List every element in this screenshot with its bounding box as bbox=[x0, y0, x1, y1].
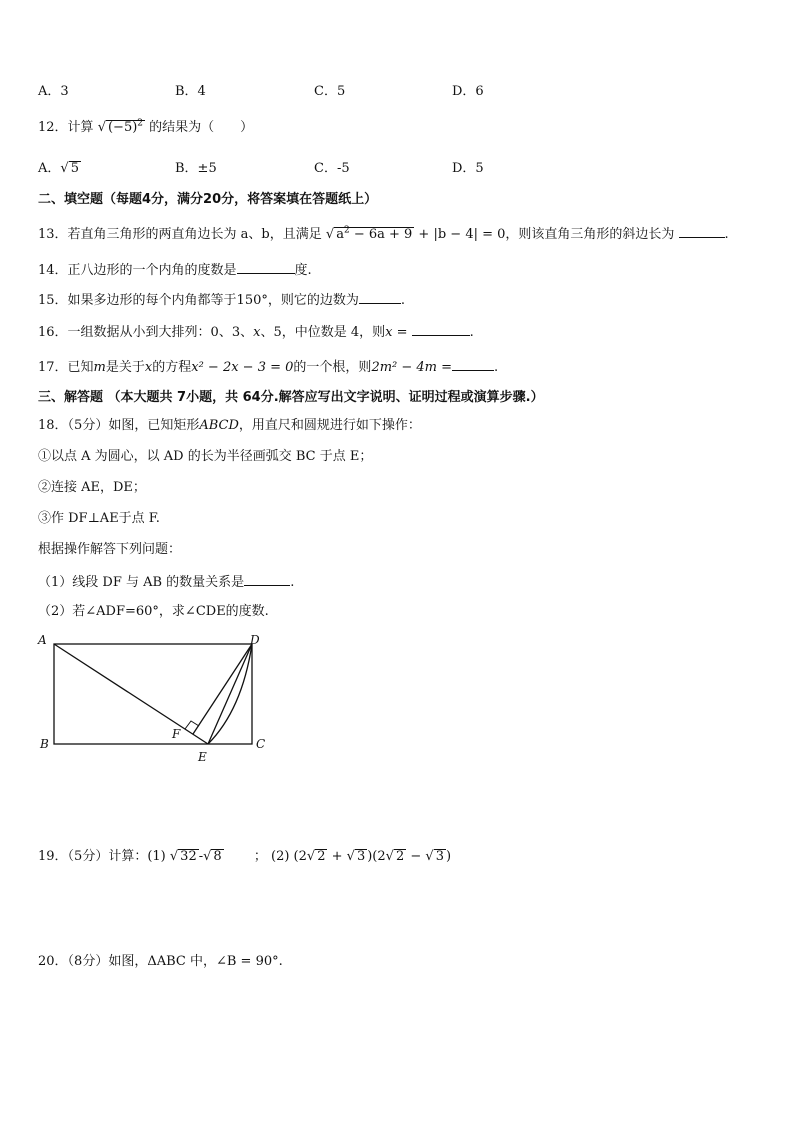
q18-instruction: 根据操作解答下列问题： bbox=[38, 542, 182, 557]
q18-step-3: ③作 DF⊥AE于点 F. bbox=[38, 511, 160, 526]
q11-option-a: A．3 bbox=[38, 84, 69, 99]
answer-blank[interactable] bbox=[359, 291, 401, 304]
answer-blank[interactable] bbox=[452, 358, 494, 371]
label-a: A bbox=[38, 633, 47, 647]
q12-radicand: $(-5)^2$ bbox=[107, 118, 144, 135]
q11-option-d: D．6 bbox=[452, 84, 484, 99]
question-12 bbox=[38, 120, 253, 136]
answer-blank[interactable] bbox=[244, 573, 290, 586]
question-13: 13．若直角三角形的两直角边长为 a、b，且满足 √ $a^2 - 6a + 9 + |b - 4| = 0$，则该直角三角形的斜边长为 . bbox=[38, 225, 729, 242]
q12-option-a: A．√ 5 bbox=[38, 161, 79, 176]
section-2-heading: 二、填空题（每题4分，满分20分，将答案填在答题纸上） bbox=[38, 192, 378, 207]
q12-option-d: D．5 bbox=[452, 161, 484, 176]
question-17: 17．已知m是关于x的方程x² − 2x − 3 = 0的一个根，则2m² − 4m = . bbox=[38, 360, 499, 375]
rectangle-abcd bbox=[54, 644, 252, 744]
question-16: 16．一组数据从小到大排列：0、3、x、5，中位数是 4，则x = . bbox=[38, 325, 474, 340]
segment-df bbox=[193, 644, 252, 734]
segment-ae bbox=[54, 644, 208, 744]
question-19: 19．（5分）计算：(1) √ 32 -√ 8 ； (2) (2√ 2 + √ 3 )(2√ 2 − √ 3 ) bbox=[38, 849, 452, 864]
label-c: C bbox=[256, 737, 266, 751]
label-d: D bbox=[250, 633, 260, 647]
q12-option-b: B．±5 bbox=[175, 161, 217, 176]
q18-part-1: （1）线段 DF 与 AB 的数量关系是 . bbox=[38, 575, 295, 590]
q12-option-c: C．-5 bbox=[314, 161, 350, 176]
question-20: 20．（8分）如图，ΔABC 中，∠B = 90°. bbox=[38, 954, 283, 969]
q18-rectangle-figure bbox=[30, 630, 290, 770]
answer-blank[interactable] bbox=[412, 323, 470, 336]
segment-de bbox=[208, 644, 252, 744]
q12-prefix: 12．计算 bbox=[38, 120, 94, 135]
question-14: 14．正八边形的一个内角的度数是 度. bbox=[38, 263, 312, 278]
q18-part-2: （2）若∠ADF=60°，求∠CDE的度数. bbox=[38, 604, 269, 619]
q18-step-2: ②连接 AE，DE； bbox=[38, 480, 146, 495]
answer-blank[interactable] bbox=[679, 225, 725, 238]
section-3-heading: 三、解答题 （本大题共 7小题，共 64分.解答应写出文字说明、证明过程或演算步骤.） bbox=[38, 390, 544, 405]
question-18-intro: 18．（5分）如图，已知矩形ABCD，用直尺和圆规进行如下操作： bbox=[38, 418, 421, 433]
label-f: F bbox=[172, 727, 181, 741]
sqrt-sign: √ bbox=[97, 120, 106, 135]
q18-step-1: ①以点 A 为圆心，以 AD 的长为半径画弧交 BC 于点 E； bbox=[38, 449, 373, 464]
label-b: B bbox=[40, 737, 49, 751]
question-15: 15．如果多边形的每个内角都等于150°，则它的边数为 . bbox=[38, 293, 405, 308]
q12-suffix: 的结果为（ ） bbox=[149, 120, 254, 135]
answer-blank[interactable] bbox=[237, 261, 295, 274]
q11-option-c: C．5 bbox=[314, 84, 346, 99]
q11-option-b: B．4 bbox=[175, 84, 206, 99]
label-e: E bbox=[198, 750, 207, 764]
